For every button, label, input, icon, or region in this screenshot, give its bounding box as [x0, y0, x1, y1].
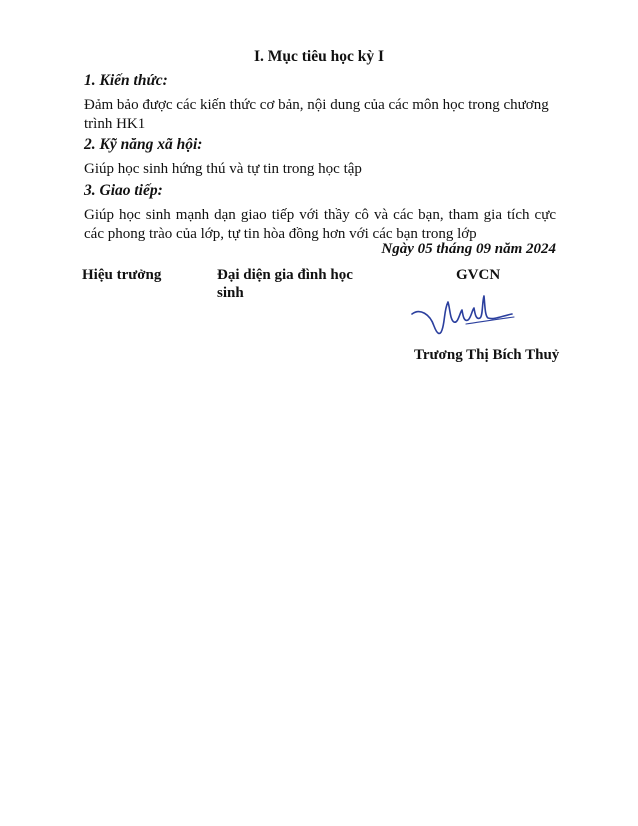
heading-communication: 3. Giao tiếp:: [84, 182, 163, 199]
text-knowledge: Đảm bảo được các kiến thức cơ bản, nội dung của các môn học trong chương trình HK1: [84, 97, 549, 132]
text-communication: Giúp học sinh mạnh dạn giao tiếp với thầy cô và các bạn, tham gia tích cực các phong trào của lớp, tự tin hòa đồng hơn với các bạn trong lớp: [84, 207, 556, 242]
heading-knowledge: 1. Kiến thức:: [84, 72, 168, 89]
teacher-label: GVCN: [456, 267, 501, 283]
principal-label: Hiệu trưởng: [82, 267, 162, 283]
family-rep-label: Đại diện gia đình học sinh: [217, 267, 353, 301]
section-title: I. Mục tiêu học kỳ I: [253, 48, 385, 65]
heading-social-skills: 2. Kỹ năng xã hội:: [84, 136, 203, 153]
text-social-skills: Giúp học sinh hứng thú và tự tin trong học tập: [84, 161, 362, 177]
handwritten-signature: [408, 292, 518, 342]
teacher-name: Trương Thị Bích Thuỷ: [414, 347, 560, 363]
date-line: Ngày 05 tháng 09 năm 2024: [381, 241, 556, 257]
